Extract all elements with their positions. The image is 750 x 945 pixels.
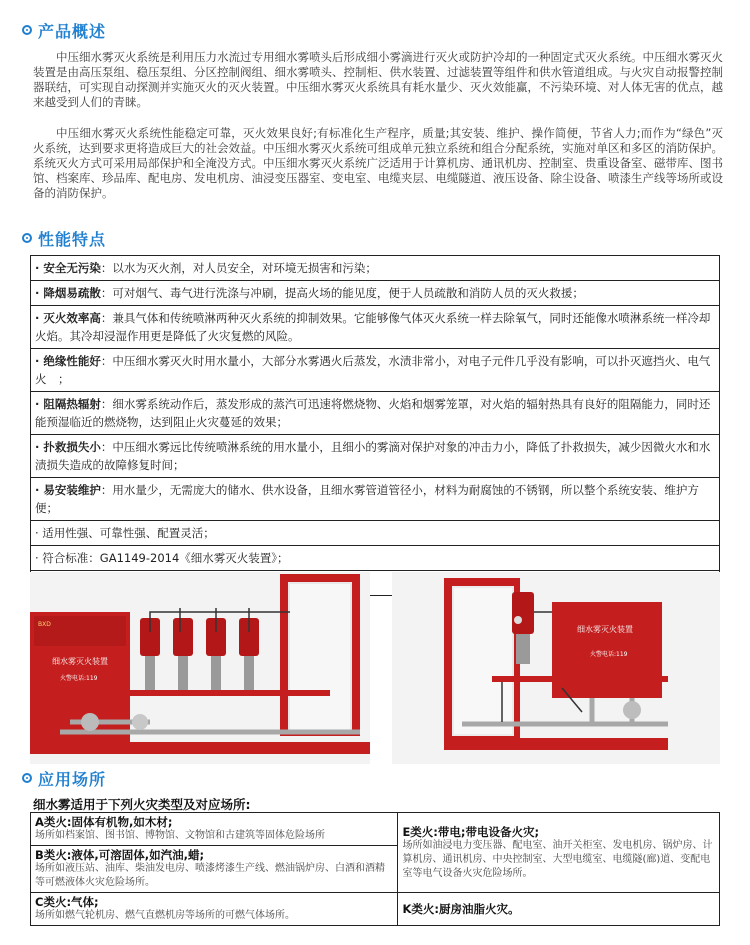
feature-row <box>31 478 720 521</box>
fire-class-desc: 场所如档案馆、图书馆、博物馆、文物馆和古建筑等固体危险场所 <box>35 830 325 841</box>
feature-lead: · 安全无污染 <box>35 261 101 275</box>
fire-class-b-cell <box>31 846 398 893</box>
feature-row <box>31 435 720 478</box>
overview-paragraph-1: 中压细水雾灭火系统是利用压力水流过专用细水雾喷头后形成细小雾滴进行灭火或防护冷却的一种固定式灭火系统。中压细水雾灭火装置是由高压泵组、稳压泵组、分区控制阀组、细水雾喷头、控制柜、供水装置、过滤装置等组件和供水管道组成。与火灾自动报警控制器联结，可实现自动探测并实施灭火的灭火装置。中压细水雾灭火系统具有耗水量少、灭火效能赢，不污染环境、对人体无害的优点，越来越受到人们的青睐。 <box>33 50 723 109</box>
panel-title: 细水雾灭火装置 <box>52 657 108 666</box>
feature-lead: · 易安装维护 <box>35 483 101 497</box>
feature-text: ：可对烟气、毒气进行洗涤与冲刷，提高火场的能见度，便于人员疏散和消防人员的灭火救援； <box>100 286 584 300</box>
feature-row <box>31 256 720 281</box>
fire-class-desc: 场所如燃气轮机房、燃气直燃机房等场所的可燃气体场所。 <box>35 910 295 921</box>
feature-text: ：用水量少，无需庞大的储水、供水设备，且细水雾管道管径小，材料为耐腐蚀的不锈钢，所以整个系统安装、维护方便； <box>35 483 699 515</box>
fire-class-label: K类火:厨房油脂火灾。 <box>402 902 520 916</box>
section-title: 应用场所 <box>38 769 107 789</box>
feature-text: ：细水雾系统动作后，蒸发形成的蒸汽可迅速将燃烧物、火焰和烟雾笼罩，对火焰的辐射热具有良好的阻隔能力，同时还能预湿临近的燃烧物，达到阻止火灾蔓延的效果； <box>35 397 711 429</box>
bullet-circle-icon <box>22 773 32 783</box>
fire-class-label: A类火:固体有机物,如木材; <box>35 815 173 829</box>
section-header-features <box>22 226 106 250</box>
panel-phone: 火警电话:119 <box>590 651 628 658</box>
panel-phone: 火警电话:119 <box>60 675 98 682</box>
section-title: 产品概述 <box>38 21 107 41</box>
feature-lead: · 灭火效率高 <box>35 311 101 325</box>
panel-title: 细水雾灭火装置 <box>577 625 633 634</box>
feature-text: · 适用性强、可靠性强、配置灵活； <box>35 526 215 540</box>
feature-text: ：中压细水雾灭火时用水量小，大部分水雾遇火后蒸发，水渍非常小，对电子元件几乎没有影响，可以扑灭遮挡火、电气火 ； <box>35 354 711 386</box>
fire-types-table <box>30 812 720 926</box>
feature-lead: · 阻隔热辐射 <box>35 397 101 411</box>
fire-class-label: C类火:气体; <box>35 895 99 909</box>
fire-class-e-cell <box>398 813 720 893</box>
feature-row <box>31 281 720 306</box>
feature-row <box>31 349 720 392</box>
water-mist-unit-illustration <box>30 572 370 764</box>
fire-class-k-cell <box>398 893 720 926</box>
section-header-overview <box>22 18 106 42</box>
feature-text: ：中压细水雾远比传统喷淋系统的用水量小，且细小的雾滴对保护对象的冲击力小，降低了扑救损失，减少因微火水和水渍损失造成的故障修复时间； <box>35 440 711 472</box>
section-header-applications <box>22 766 106 790</box>
features-table <box>30 255 720 596</box>
fire-class-a-cell <box>31 813 398 846</box>
fire-class-label: B类火:液体,可溶固体,如汽油,蜡; <box>35 848 205 862</box>
feature-text: ：以水为灭火剂，对人员安全，对环境无损害和污染； <box>100 261 377 275</box>
fire-class-desc: 场所如液压站、油库、柴油发电房、喷漆烤漆生产线、燃油锅炉房、白酒和酒精等可燃液体火灾危险场所。 <box>35 863 385 888</box>
overview-paragraph-2: 中压细水雾灭火系统性能稳定可靠，灭火效果良好;有标准化生产程序，质量;其安装、维护、操作简便，节省人力;而作为“绿色”灭火系统，达到要求更将造成巨大的社会效益。中压细水雾灭火系统可组成单元独立系统和组合分配系统，实施对单区和多区的消防保护。系统灭火方式可采用局部保护和全淹没方式。中压细水雾灭火系统广泛适用于计算机房、通讯机房、控制室、贵重设备室、磁带库、图书馆、档案库、珍品库、配电房、发电机房、油浸变压器室、变电室、电缆夹层、电缆隧道、液压设备、除尘设备、喷漆生产线等场所或设备的消防保护。 <box>33 126 723 200</box>
feature-row <box>31 392 720 435</box>
bullet-circle-icon <box>22 233 32 243</box>
feature-text: · 符合标准：GA1149-2014《细水雾灭火装置》； <box>35 551 289 565</box>
feature-lead: · 降烟易疏散 <box>35 286 101 300</box>
water-mist-unit-illustration <box>392 572 720 764</box>
section-title: 性能特点 <box>38 229 107 249</box>
fire-types-heading: 细水雾适用于下列火灾类型及对应场所: <box>33 797 251 812</box>
equipment-photo-right <box>392 572 720 764</box>
brand-label: BXD <box>38 621 51 628</box>
table-row <box>31 893 720 926</box>
feature-text: ：兼具气体和传统喷淋两种灭火系统的抑制效果。它能够像气体灭火系统一样去除氧气，同时还能像水喷淋系统一样冷却火焰。其冷却浸湿作用更是降低了火灾复燃的风险。 <box>35 311 711 343</box>
feature-row <box>31 306 720 349</box>
fire-class-c-cell <box>31 893 398 926</box>
table-row <box>31 813 720 846</box>
equipment-photo-left <box>30 572 370 764</box>
feature-row <box>31 521 720 546</box>
feature-lead: · 扑救损失小 <box>35 440 101 454</box>
fire-class-label: E类火:带电;带电设备火灾; <box>402 824 540 839</box>
fire-class-desc: 场所如油浸电力变压器、配电室、油开关柜室、发电机房、锅炉房、计算机房、通讯机房、中央控制室、大型电缆室、电缆隧(廊)道、变配电室等电气设备火灾危险场所。 <box>402 839 713 879</box>
feature-lead: · 绝缘性能好 <box>35 354 101 368</box>
feature-row <box>31 546 720 571</box>
bullet-circle-icon <box>22 25 32 35</box>
